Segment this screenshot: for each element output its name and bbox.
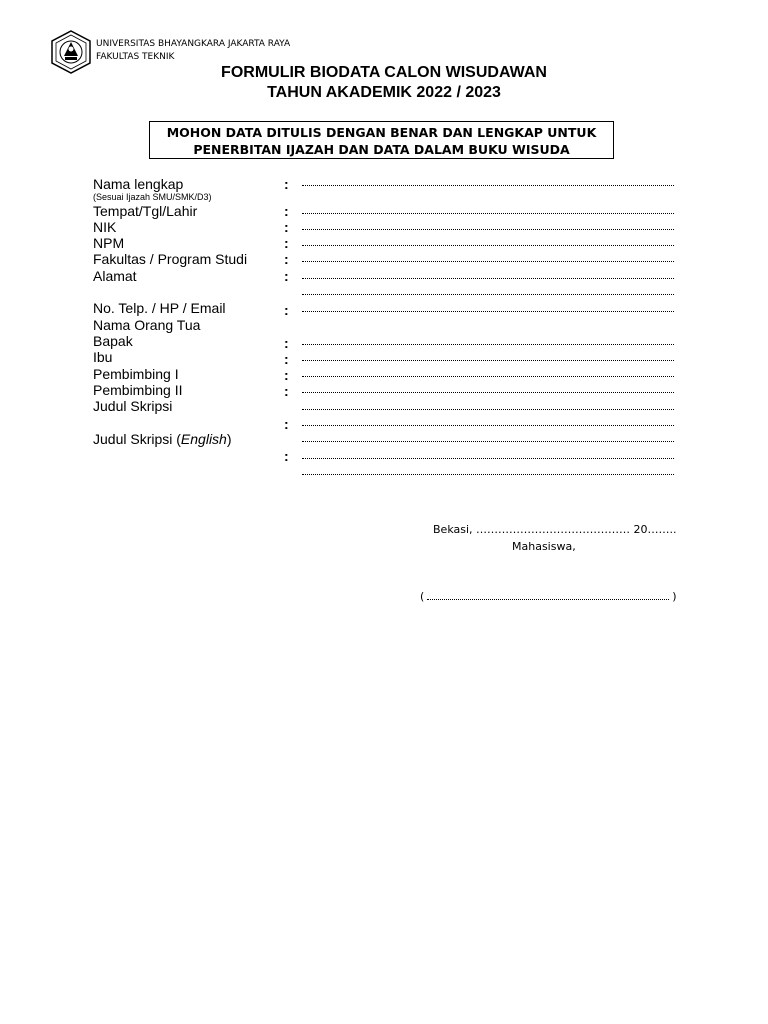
field-pembimbing-1[interactable] [302,374,674,377]
separator: : [284,235,289,251]
academic-year-title: TAHUN AKADEMIK 2022 / 2023 [267,84,501,101]
label-nama-orang-tua: Nama Orang Tua [93,317,201,333]
separator: : [284,383,289,399]
label-tempat-tgl-lahir: Tempat/Tgl/Lahir [93,203,198,219]
signature-name-field[interactable] [427,589,669,600]
field-npm[interactable] [302,243,674,246]
label-fakultas-prodi: Fakultas / Program Studi [93,251,248,267]
field-judul-skripsi-line-2[interactable] [302,423,674,426]
field-nik[interactable] [302,227,674,230]
separator: : [284,335,289,351]
field-pembimbing-2[interactable] [302,390,674,393]
separator: : [284,176,289,192]
field-fakultas-prodi[interactable] [302,259,674,262]
instruction-line-2: PENERBITAN IJAZAH DAN DATA DALAM BUKU WISUDA [193,142,570,157]
field-alamat-line-2[interactable] [302,292,674,295]
field-bapak[interactable] [302,342,674,345]
label-telp: No. Telp. / HP / Email [93,300,226,316]
field-judul-skripsi-line-1[interactable] [302,407,674,410]
label-npm: NPM [93,235,125,251]
separator: : [284,251,289,267]
separator: : [284,203,289,219]
field-telp[interactable] [302,309,674,312]
signature-name-line: ( ) [420,590,677,603]
place-date: Bekasi, …………………………………… 20…….. [433,523,677,536]
field-judul-skripsi-english-line-2[interactable] [302,456,674,459]
instruction-box [149,121,614,159]
instruction-line-1: MOHON DATA DITULIS DENGAN BENAR DAN LENGKAP UNTUK [166,125,597,140]
label-ibu: Ibu [93,349,113,365]
label-nik: NIK [93,219,117,235]
label-pembimbing-1: Pembimbing I [93,366,179,382]
note-nama-lengkap: (Sesuai Ijazah SMU/SMK/D3) [93,192,212,202]
separator: : [284,448,289,464]
label-alamat: Alamat [93,268,137,284]
faculty-name: FAKULTAS TEKNIK [96,52,175,62]
label-nama-lengkap: Nama lengkap [93,176,184,192]
separator: : [284,268,289,284]
separator: : [284,219,289,235]
separator: : [284,302,289,318]
institution-name: UNIVERSITAS BHAYANGKARA JAKARTA RAYA [96,39,291,49]
form-title: FORMULIR BIODATA CALON WISUDAWAN [221,64,547,81]
signer-role: Mahasiswa, [512,540,576,553]
field-ibu[interactable] [302,358,674,361]
label-judul-skripsi: Judul Skripsi [93,398,173,414]
field-judul-skripsi-english-line-3[interactable] [302,472,674,475]
field-nama-lengkap[interactable] [302,183,674,186]
field-alamat-line-1[interactable] [302,276,674,279]
separator: : [284,351,289,367]
label-pembimbing-2: Pembimbing II [93,382,183,398]
label-bapak: Bapak [93,333,133,349]
label-judul-skripsi-english: Judul Skripsi (English) [93,431,232,447]
separator: : [284,367,289,383]
field-judul-skripsi-english-line-1[interactable] [302,439,674,442]
separator: : [284,416,289,432]
field-tempat-tgl-lahir[interactable] [302,211,674,214]
